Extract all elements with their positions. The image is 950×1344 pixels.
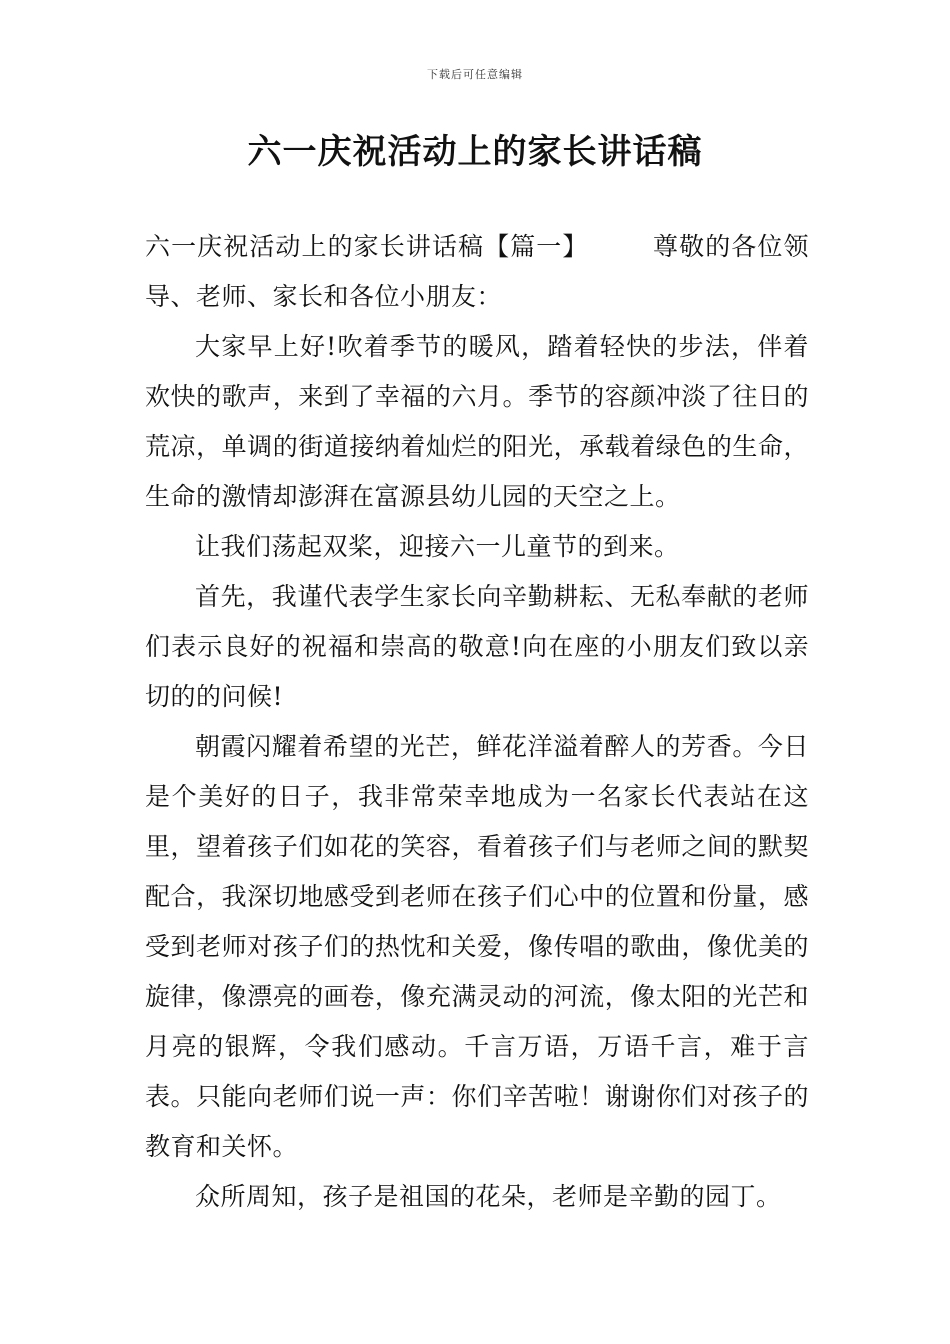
body-paragraph-1: 大家早上好!吹着季节的暖风，踏着轻快的步法，伴着欢快的歌声，来到了幸福的六月。季节的容颜冲淡了往日的荒凉，单调的街道接纳着灿烂的阳光，承载着绿色的生命，生命的激情却澎湃在富源县幼儿园的天空之上。: [145, 332, 809, 511]
body-paragraph-2: 让我们荡起双桨，迎接六一儿童节的到来。: [195, 532, 680, 561]
document-title: 六一庆祝活动上的家长讲话稿: [247, 132, 703, 172]
body-paragraph-4: 朝霞闪耀着希望的光芒，鲜花洋溢着醉人的芳香。今日是个美好的日子，我非常荣幸地成为一名家长代表站在这里，望着孩子们如花的笑容，看着孩子们与老师之间的默契配合，我深切地感受到老师在孩子们心中的位置和份量，感受到老师对孩子们的热忱和关爱，像传唱的歌曲，像优美的旋律，像漂亮的画卷，像充满灵动的河流，像太阳的光芒和月亮的银辉，令我们感动。千言万语，万语千言，难于言表。只能向老师们说一声：你们辛苦啦！谢谢你们对孩子的教育和关怀。: [145, 732, 809, 1161]
intro-paragraph: [145, 222, 809, 322]
body-paragraph-3: 首先，我谨代表学生家长向辛勤耕耘、无私奉献的老师们表示良好的祝福和崇高的敬意!向在座的小朋友们致以亲切的的问候!: [145, 582, 809, 711]
section-heading: 六一庆祝活动上的家长讲话稿【篇一】: [145, 232, 589, 261]
header-note: 下载后可任意编辑: [427, 68, 523, 81]
body-paragraph-5: 众所周知，孩子是祖国的花朵，老师是辛勤的园丁。: [195, 1182, 782, 1211]
document-body: [145, 222, 809, 1222]
salutation: 尊敬的各位领导、老师、家长和各位小朋友：: [145, 232, 809, 311]
